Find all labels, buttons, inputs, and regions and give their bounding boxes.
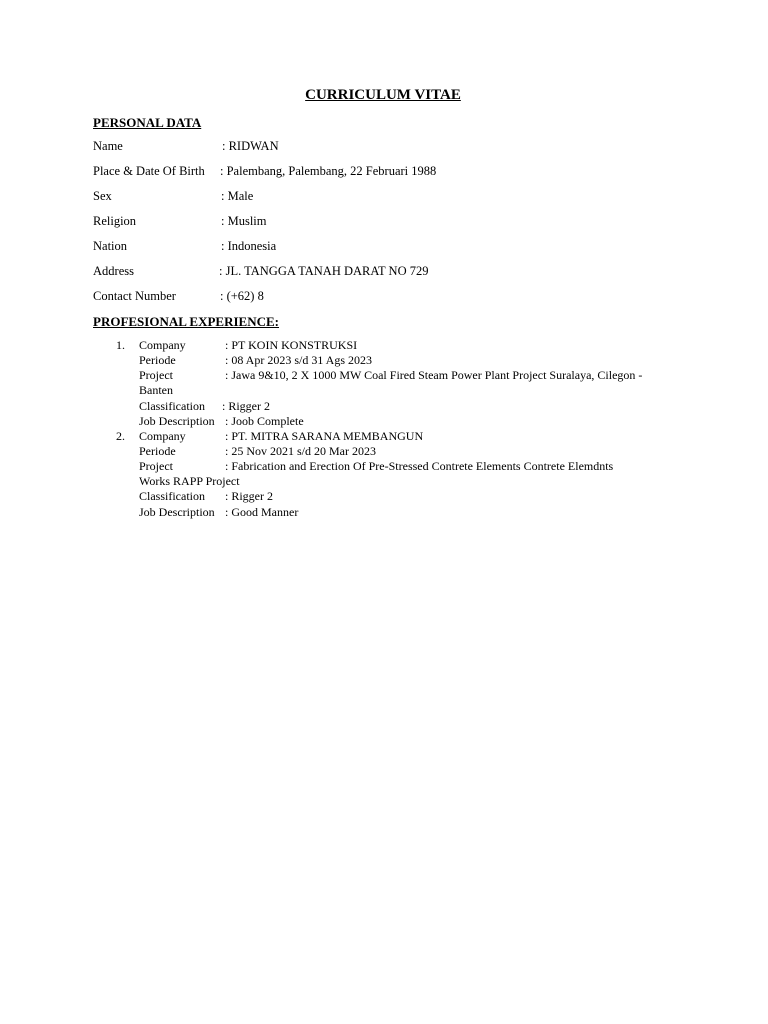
project-value-continued: Works RAPP Project — [139, 474, 240, 488]
sex-label: Sex — [93, 189, 112, 203]
name-value: : RIDWAN — [222, 139, 279, 153]
periode-label: Periode — [139, 353, 176, 367]
document-title: CURRICULUM VITAE — [305, 87, 461, 103]
periode-value: : 25 Nov 2021 s/d 20 Mar 2023 — [225, 444, 376, 458]
classification-value: : Rigger 2 — [225, 489, 273, 503]
project-value: : Fabrication and Erection Of Pre-Stressed Contrete Elements Contrete Elemdnts — [225, 459, 614, 473]
birth-value: : Palembang, Palembang, 22 Februari 1988 — [220, 164, 437, 178]
experience-number: 1. — [116, 338, 125, 352]
company-value: : PT KOIN KONSTRUKSI — [225, 338, 358, 352]
periode-label: Periode — [139, 444, 176, 458]
job-description-label: Job Description — [139, 414, 215, 428]
job-description-value: : Joob Complete — [225, 414, 304, 428]
religion-label: Religion — [93, 214, 137, 228]
project-value-continued: Banten — [139, 383, 173, 397]
contact-label: Contact Number — [93, 289, 176, 303]
name-label: Name — [93, 139, 123, 153]
nation-value: : Indonesia — [221, 239, 277, 253]
address-value: : JL. TANGGA TANAH DARAT NO 729 — [219, 264, 429, 278]
classification-value: : Rigger 2 — [222, 399, 270, 413]
experience-number: 2. — [116, 429, 125, 443]
company-label: Company — [139, 338, 186, 352]
project-value: : Jawa 9&10, 2 X 1000 MW Coal Fired Steam Power Plant Project Suralaya, Cilegon - — [225, 368, 643, 382]
project-label: Project — [139, 459, 173, 473]
classification-label: Classification — [139, 489, 205, 503]
project-label: Project — [139, 368, 173, 382]
experience-heading: PROFESIONAL EXPERIENCE: — [93, 314, 279, 329]
classification-label: Classification — [139, 399, 205, 413]
nation-label: Nation — [93, 239, 128, 253]
company-value: : PT. MITRA SARANA MEMBANGUN — [225, 429, 424, 443]
religion-value: : Muslim — [221, 214, 267, 228]
personal-data-heading: PERSONAL DATA — [93, 115, 202, 130]
company-label: Company — [139, 429, 186, 443]
birth-label: Place & Date Of Birth — [93, 164, 205, 178]
sex-value: : Male — [221, 189, 254, 203]
job-description-value: : Good Manner — [225, 505, 299, 519]
job-description-label: Job Description — [139, 505, 215, 519]
periode-value: : 08 Apr 2023 s/d 31 Ags 2023 — [225, 353, 373, 367]
address-label: Address — [93, 264, 134, 278]
contact-value: : (+62) 8 — [220, 289, 264, 303]
